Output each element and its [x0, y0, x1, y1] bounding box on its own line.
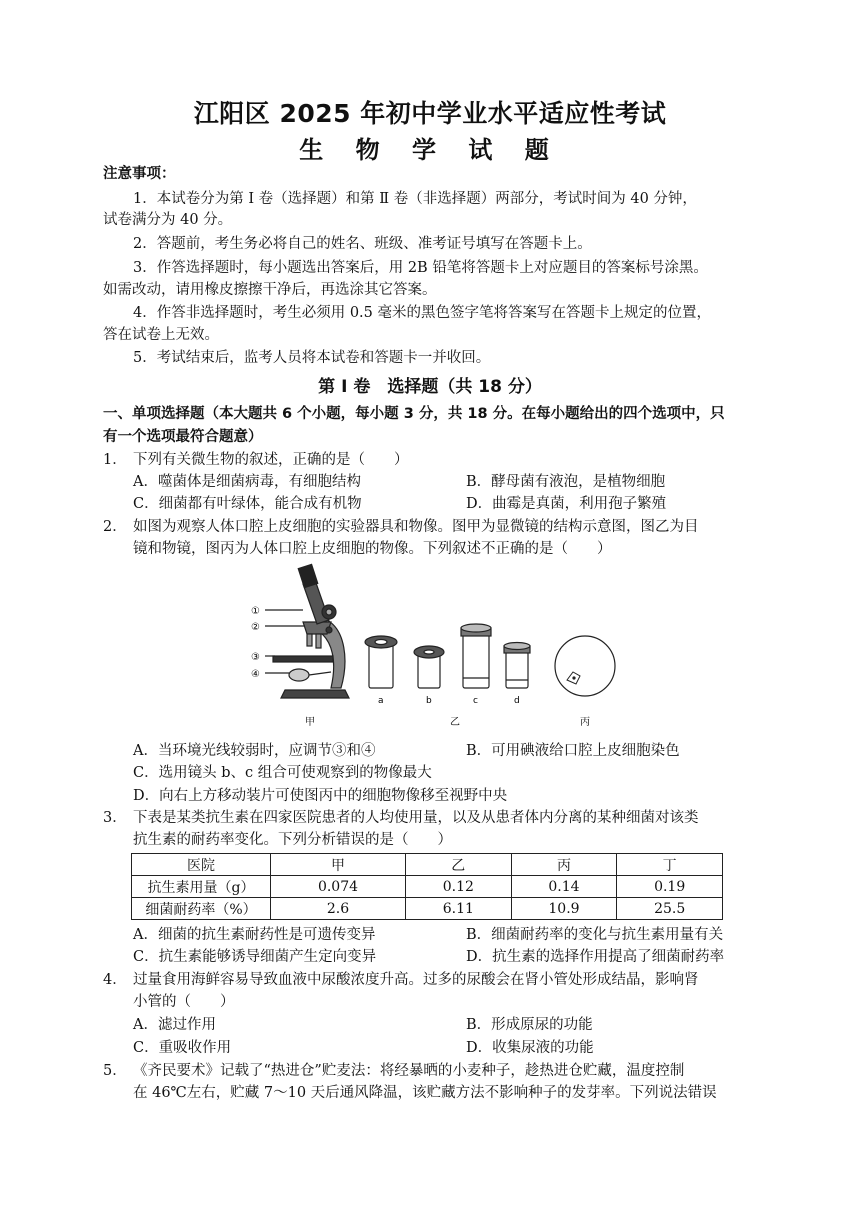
- table-cell: 丁: [617, 854, 723, 876]
- option-b: B．形成原尿的功能: [466, 1017, 593, 1033]
- notice-line: 1．本试卷分为第 Ⅰ 卷（选择题）和第 Ⅱ 卷（非选择题）两部分，考试时间为 40 分钟，: [133, 191, 697, 207]
- section-instruction: 有一个选项最符合题意）: [103, 429, 263, 445]
- table-cell: 2.6: [271, 898, 406, 920]
- question-number: 2．: [103, 519, 127, 535]
- table-cell: 0.14: [511, 876, 617, 898]
- notice-line: 试卷满分为 40 分。: [103, 212, 233, 228]
- section-title: 第 Ⅰ 卷 选择题（共 18 分）: [318, 377, 542, 397]
- notice-line: 如需改动，请用橡皮擦擦干净后，再选涂其它答案。: [103, 282, 437, 298]
- table-cell: 甲: [271, 854, 406, 876]
- table-row: [132, 898, 723, 920]
- question-stem: 镜和物镜，图丙为人体口腔上皮细胞的物像。下列叙述不正确的是（ ）: [133, 541, 612, 557]
- exam-title: 江阳区 2025 年初中学业水平适应性考试: [193, 99, 667, 128]
- question-stem: 下表是某类抗生素在四家医院患者的人均使用量，以及从患者体内分离的某种细菌对该类: [133, 810, 699, 826]
- marker-2: ②: [251, 622, 260, 633]
- notice-line: 答在试卷上无效。: [103, 327, 219, 343]
- question-number: 5．: [103, 1063, 127, 1079]
- caption-bing: 丙: [580, 717, 590, 728]
- notice-heading: 注意事项：: [103, 166, 176, 182]
- marker-1: ①: [251, 606, 260, 617]
- field-of-view: [555, 636, 615, 696]
- option-c: C．细菌都有叶绿体，能合成有机物: [133, 496, 362, 512]
- table-cell: 25.5: [617, 898, 723, 920]
- option-d: D．向右上方移动装片可使图丙中的细胞物像移至视野中央: [133, 788, 508, 804]
- table-row: [132, 876, 723, 898]
- marker-3: ③: [251, 652, 260, 663]
- lens-label-a: a: [378, 696, 384, 706]
- notice-line: 2．答题前，考生务必将自己的姓名、班级、准考证号填写在答题卡上。: [133, 236, 592, 252]
- option-d: D．收集尿液的功能: [466, 1040, 594, 1056]
- table-header-row: [132, 854, 723, 876]
- lens-label-d: d: [514, 696, 520, 706]
- question-stem: 抗生素的耐药率变化。下列分析错误的是（ ）: [133, 832, 452, 848]
- option-c: C．选用镜头 b、c 组合可使观察到的物像最大: [133, 765, 432, 781]
- option-c: C．抗生素能够诱导细菌产生定向变异: [133, 949, 377, 965]
- table-cell: 10.9: [511, 898, 617, 920]
- question-stem: 如图为观察人体口腔上皮细胞的实验器具和物像。图甲为显微镜的结构示意图，图乙为目: [133, 519, 699, 535]
- table-cell: 乙: [405, 854, 511, 876]
- question-stem: 小管的（ ）: [133, 994, 235, 1010]
- caption-jia: 甲: [305, 717, 315, 728]
- table-cell: 0.12: [405, 876, 511, 898]
- question-stem: 过量食用海鲜容易导致血液中尿酸浓度升高。过多的尿酸会在肾小管处形成结晶，影响肾: [133, 972, 699, 988]
- notice-line: 5．考试结束后，监考人员将本试卷和答题卡一并收回。: [133, 350, 491, 366]
- microscope-figure: [245, 560, 625, 735]
- question-stem: 在 46℃左右，贮藏 7～10 天后通风降温，该贮藏方法不影响种子的发芽率。下列说法错误: [133, 1085, 717, 1101]
- table-cell: 细菌耐药率（%）: [132, 898, 271, 920]
- option-a: A．噬菌体是细菌病毒，有细胞结构: [133, 474, 361, 490]
- lens-drawings: [365, 624, 530, 688]
- table-cell: 抗生素用量（g）: [132, 876, 271, 898]
- question-stem: 《齐民要术》记载了“热进仓”贮麦法：将经暴晒的小麦种子，趁热进仓贮藏，温度控制: [133, 1063, 685, 1079]
- marker-4: ④: [251, 669, 260, 680]
- question-stem: 下列有关微生物的叙述，正确的是（ ）: [133, 452, 409, 468]
- option-d: D．曲霉是真菌，利用孢子繁殖: [466, 496, 667, 512]
- option-b: B．细菌耐药率的变化与抗生素用量有关: [466, 927, 724, 943]
- question-number: 1．: [103, 452, 127, 468]
- notice-line: 4．作答非选择题时，考生必须用 0.5 毫米的黑色签字笔将答案写在答题卡上规定的位置，: [133, 305, 711, 321]
- notice-line: 3．作答选择题时，每小题选出答案后，用 2B 铅笔将答题卡上对应题目的答案标号涂黑。: [133, 260, 708, 276]
- option-b: B．酵母菌有液泡，是植物细胞: [466, 474, 666, 490]
- option-a: A．滤过作用: [133, 1017, 216, 1033]
- option-d: D．抗生素的选择作用提高了细菌耐药率: [466, 949, 725, 965]
- table-cell: 0.074: [271, 876, 406, 898]
- table-cell: 医院: [132, 854, 271, 876]
- option-c: C．重吸收作用: [133, 1040, 232, 1056]
- option-a: A．细菌的抗生素耐药性是可遗传变异: [133, 927, 376, 943]
- lens-label-c: c: [473, 696, 478, 706]
- caption-yi: 乙: [450, 717, 460, 728]
- option-a: A．当环境光线较弱时，应调节③和④: [133, 743, 376, 759]
- table-cell: 0.19: [617, 876, 723, 898]
- question-number: 3．: [103, 810, 127, 826]
- lens-label-b: b: [426, 696, 432, 706]
- antibiotic-table: [131, 853, 723, 920]
- microscope-drawing: [265, 564, 349, 698]
- option-b: B．可用碘液给口腔上皮细胞染色: [466, 743, 680, 759]
- section-instruction: 一、单项选择题（本大题共 6 个小题，每小题 3 分，共 18 分。在每小题给出的四个选项中，只: [103, 406, 725, 422]
- table-cell: 丙: [511, 854, 617, 876]
- exam-subtitle: 生 物 学 试 题: [299, 136, 561, 164]
- question-number: 4．: [103, 972, 127, 988]
- table-cell: 6.11: [405, 898, 511, 920]
